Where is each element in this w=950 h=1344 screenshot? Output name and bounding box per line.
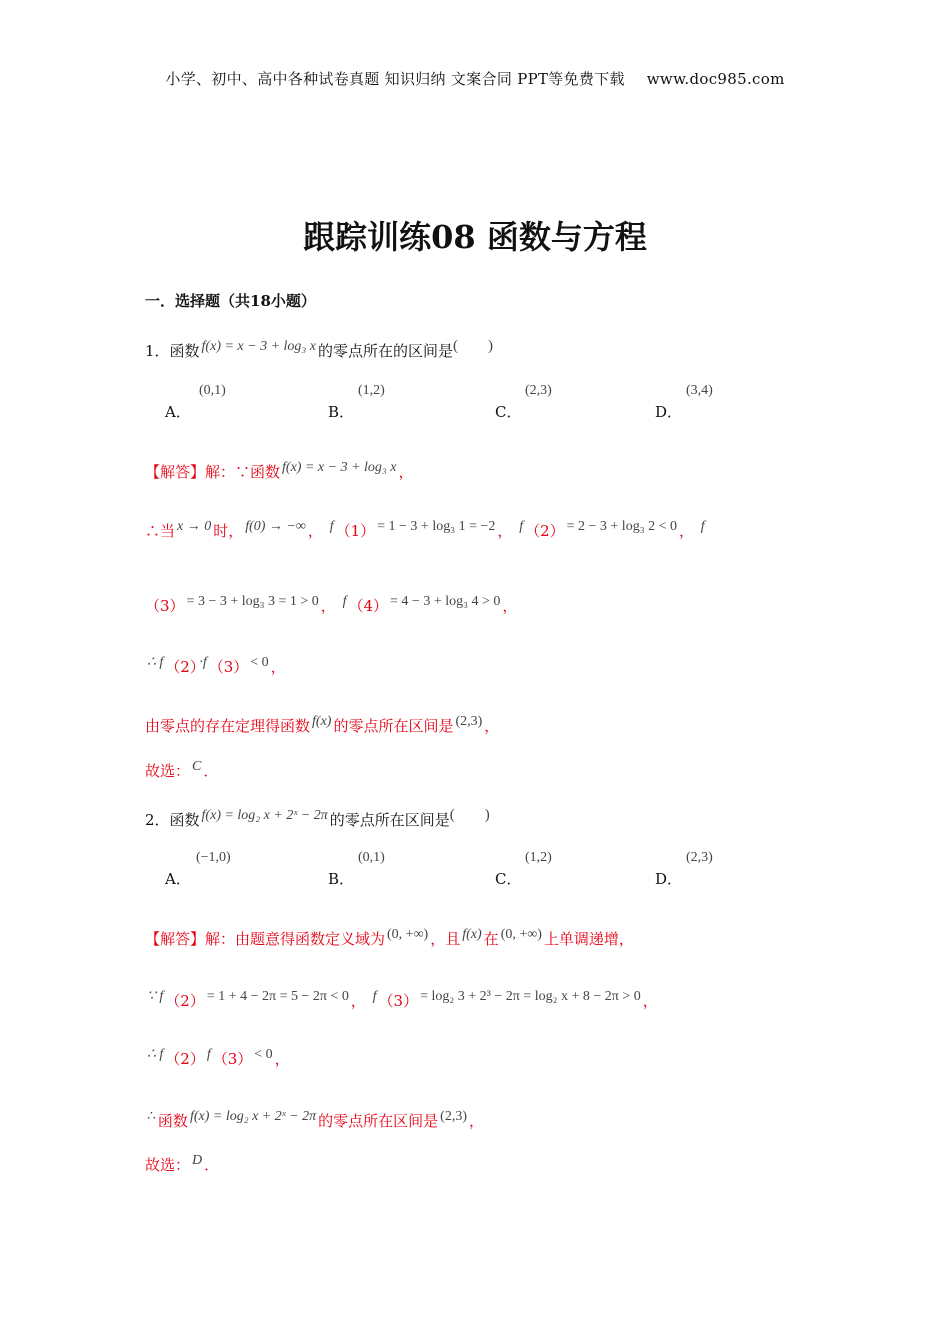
q1-formula: f(x) = x − 3 + log₃ x — [201, 339, 317, 354]
q1-solution-line-5 — [145, 715, 499, 736]
q1-option-c-value: (2,3) — [525, 383, 552, 398]
q2-solution-line-1 — [145, 928, 634, 949]
q2-option-c-value: (1,2) — [525, 850, 552, 865]
solution-formula: < 0 — [254, 1047, 273, 1062]
solution-formula: f(x) — [312, 714, 332, 729]
q2-solution-line-3 — [145, 1048, 290, 1069]
solution-text: （2） — [165, 1050, 205, 1068]
solution-formula: = 1 + 4 − 2π = 5 − 2π < 0 — [206, 989, 349, 1004]
q2-paren: ( ) — [449, 807, 490, 823]
solution-text: ∴当 — [145, 522, 176, 540]
q1-option-d-label[interactable]: D． — [655, 403, 683, 421]
solution-formula: f — [206, 1047, 211, 1062]
solution-text: 【解答】解：由题意得函数定义域为 — [145, 930, 386, 948]
solution-text: ， — [642, 992, 658, 1010]
solution-text: ， — [274, 1050, 290, 1068]
q1-option-b-label[interactable]: B． — [328, 403, 355, 421]
q1-solution-line-4 — [145, 656, 286, 677]
q1-option-b-value: (1,2) — [358, 383, 385, 398]
solution-text: （2） — [165, 992, 205, 1010]
solution-text: 在 — [483, 930, 499, 948]
section-heading: 一．选择题（共18小题） — [145, 292, 316, 310]
solution-text: ， — [320, 597, 336, 615]
solution-text: （1） — [335, 522, 376, 540]
q1-solution-line-1 — [145, 461, 414, 482]
q1-solution-line-6 — [145, 760, 218, 781]
q1-option-c-label[interactable]: C． — [495, 403, 522, 421]
solution-formula: = 3 − 3 + log₃ 3 = 1 > 0 — [186, 594, 319, 609]
solution-text: 故选： — [145, 762, 191, 780]
q1-number: 1．函数 — [145, 342, 200, 360]
solution-text: （3） — [208, 658, 249, 676]
solution-tag: 【解答】解： — [145, 463, 236, 481]
solution-formula: = 4 − 3 + log₃ 4 > 0 — [390, 594, 501, 609]
q2-option-b-value: (0,1) — [358, 850, 385, 865]
solution-text: ， — [678, 522, 694, 540]
solution-text: （3） — [212, 1050, 253, 1068]
q2-solution-line-4 — [145, 1110, 484, 1131]
q2-number: 2．函数 — [145, 811, 200, 829]
solution-formula: ∴ f — [147, 1047, 164, 1062]
q2-option-d-label[interactable]: D． — [655, 870, 683, 888]
solution-text: ， — [307, 522, 323, 540]
solution-formula: f — [329, 519, 334, 534]
solution-formula: ∵ f — [147, 989, 164, 1004]
solution-text: ， — [502, 597, 518, 615]
solution-formula: f — [700, 519, 705, 534]
solution-formula: = 2 − 3 + log₃ 2 < 0 — [566, 519, 677, 534]
q1-solution-line-2 — [145, 520, 707, 541]
q2-suffix: 的零点所在区间是 — [329, 811, 450, 829]
solution-formula: f(x) — [462, 927, 482, 942]
solution-formula: f(x) = log₂ x + 2ˣ − 2π — [189, 1109, 317, 1124]
solution-formula: f — [372, 989, 377, 1004]
page-title: 跟踪训练08 函数与方程 — [303, 218, 647, 256]
solution-formula: ·f — [199, 655, 207, 670]
solution-formula: f — [519, 519, 524, 534]
solution-text: （4） — [348, 597, 389, 615]
solution-text: （2） — [525, 522, 565, 540]
solution-text: （2） — [165, 658, 198, 676]
solution-formula: (2,3) — [440, 1109, 467, 1124]
solution-text: 故选： — [145, 1156, 191, 1174]
solution-text: ， — [350, 992, 366, 1010]
solution-formula: x → 0 — [177, 519, 212, 534]
q2-option-c-label[interactable]: C． — [495, 870, 522, 888]
q1-suffix: 的零点所在的区间是 — [318, 342, 454, 360]
solution-text: 的零点所在区间是 — [318, 1112, 439, 1130]
q1-solution-line-3 — [145, 595, 517, 616]
solution-text: ， — [398, 463, 414, 481]
solution-text: （3） — [145, 597, 185, 615]
q1-option-d-value: (3,4) — [686, 383, 713, 398]
solution-text: ， — [497, 522, 513, 540]
q2-solution-line-5 — [145, 1154, 219, 1175]
solution-text: 时， — [213, 522, 244, 540]
question-2 — [145, 809, 490, 830]
solution-formula: = 1 − 3 + log₃ 1 = −2 — [377, 519, 496, 534]
solution-answer: C — [192, 759, 202, 774]
q1-option-a-value: (0,1) — [199, 383, 226, 398]
solution-formula: f(x) = x − 3 + log₃ x — [282, 460, 397, 475]
q1-paren: ( ) — [453, 338, 494, 354]
solution-formula: = log₂ 3 + 2³ − 2π = log₂ x + 8 − 2π > 0 — [420, 989, 641, 1004]
solution-text: 函数 — [157, 1112, 188, 1130]
q2-solution-line-2 — [145, 990, 658, 1011]
q2-option-a-label[interactable]: A． — [165, 870, 191, 888]
solution-formula: ∴ — [147, 1109, 156, 1124]
solution-text: ， — [469, 1112, 485, 1130]
solution-formula: (0, +∞) — [387, 927, 429, 942]
page-header — [0, 68, 950, 89]
solution-formula: < 0 — [250, 655, 269, 670]
q2-option-d-value: (2,3) — [686, 850, 713, 865]
solution-text: ． — [203, 762, 219, 780]
solution-text: 由零点的存在定理得函数 — [145, 717, 311, 735]
header-text: 小学、初中、高中各种试卷真题 知识归纳 文案合同 PPT等免费下载 — [165, 70, 625, 88]
solution-formula: f — [342, 594, 347, 609]
solution-formula: (0, +∞) — [500, 927, 542, 942]
solution-answer: D — [192, 1153, 203, 1168]
solution-formula: (2,3) — [455, 714, 483, 729]
q2-option-b-label[interactable]: B． — [328, 870, 355, 888]
solution-text: ． — [204, 1156, 220, 1174]
header-site[interactable]: www.doc985.com — [646, 70, 785, 88]
solution-text: ∵函数 — [235, 463, 281, 481]
solution-text: 的零点所在区间是 — [333, 717, 454, 735]
solution-formula: f(0) → −∞ — [245, 519, 306, 534]
solution-text: ， — [484, 717, 500, 735]
q1-option-a-label[interactable]: A． — [165, 403, 191, 421]
q2-formula: f(x) = log₂ x + 2ˣ − 2π — [201, 808, 328, 823]
solution-text: ，且 — [430, 930, 461, 948]
solution-text: 上单调递增， — [543, 930, 634, 948]
question-1 — [145, 340, 493, 361]
solution-text: （3） — [378, 992, 419, 1010]
q2-option-a-value: (−1,0) — [196, 850, 231, 865]
solution-text: ， — [270, 658, 286, 676]
solution-formula: ∴ f — [147, 655, 164, 670]
